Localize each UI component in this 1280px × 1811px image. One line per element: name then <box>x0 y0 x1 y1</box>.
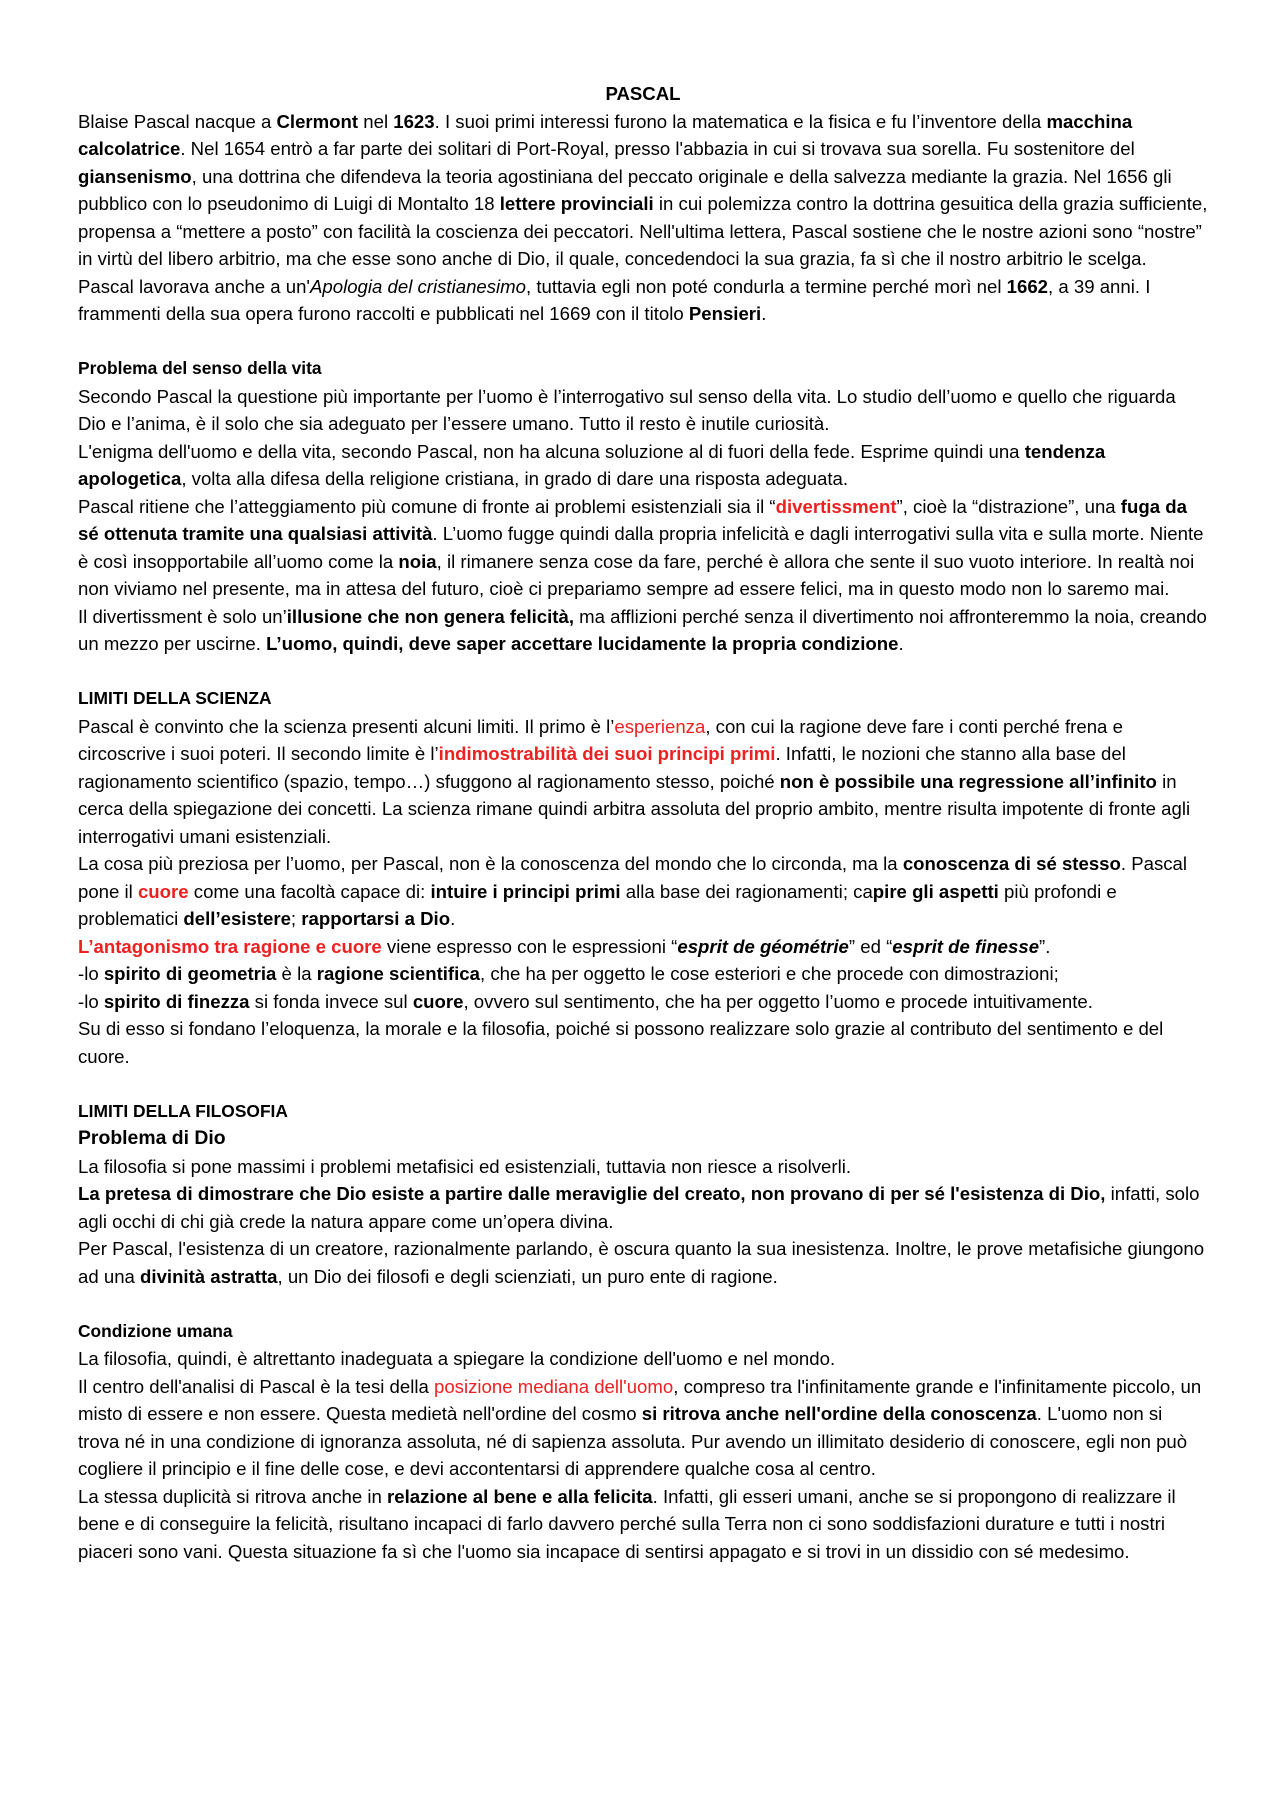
section-heading-senso: Problema del senso della vita <box>78 358 322 378</box>
intro-paragraph-2: Pascal lavorava anche a un'Apologia del cristianesimo, tuttavia egli non poté condurla a termine perché morì nel 1662, a 39 anni. I frammenti della sua opera furono raccolti e pubblicati nel 1669 con il titolo Pensieri. <box>78 275 1151 324</box>
condizione-paragraph-2: Il centro dell'analisi di Pascal è la tesi della posizione mediana dell'uomo, compreso tra l'infinitamente grande e l'infinitamente piccolo, un misto di essere e non essere. Questa medietà nell'ordine del cosmo si ritrova anche nell'ordine della conoscenza. L'uomo non si trova né in una condizione di ignoranza assoluta, né di sapienza assoluta. Pur avendo un illimitato desiderio di conoscere, egli non può cogliere il principio e il fine delle cose, e devi accontentarsi di apprendere qualche cosa al centro. <box>78 1375 1202 1479</box>
senso-paragraph-2: L'enigma dell'uomo e della vita, secondo Pascal, non ha alcuna soluzione al di fuori della fede. Esprime quindi una tendenza apologetica, volta alla difesa della religione cristiana, in grado di dare una risposta adeguata. <box>78 440 1106 489</box>
senso-paragraph-4: Il divertissment è solo un’illusione che non genera felicità, ma afflizioni perché senza il divertimento noi affronteremmo la noia, creando un mezzo per uscirne. L’uomo, quindi, deve saper accettare lucidamente la propria condizione. <box>78 605 1207 654</box>
senso-paragraph-3: Pascal ritiene che l’atteggiamento più comune di fronte ai problemi esistenziali sia il “divertissment”, cioè la “distrazione”, una fuga da sé ottenuta tramite una qualsiasi attività. L’uomo fugge quindi dalla propria infelicità e dagli interrogativi sulla vita e sulla morte. Niente è così insopportabile all’uomo come la noia, il rimanere senza cose da fare, perché è allora che sente il suo vuoto interiore. In realtà noi non viviamo nel presente, ma in attesa del futuro, cioè ci prepariamo sempre ad essere felici, ma in questo modo non lo saremo mai. <box>78 495 1204 599</box>
section-heading-scienza: LIMITI DELLA SCIENZA <box>78 688 272 708</box>
spacer <box>78 1290 1208 1318</box>
scienza-paragraph-3: L’antagonismo tra ragione e cuore viene espresso con le espressioni “esprit de géométrie” ed “esprit de finesse”. <box>78 935 1051 957</box>
section-heading-condizione: Condizione umana <box>78 1320 233 1341</box>
filosofia-paragraph-1: La filosofia si pone massimi i problemi metafisici ed esistenziali, tuttavia non riesce a risolverli. <box>78 1155 851 1177</box>
scienza-paragraph-1: Pascal è convinto che la scienza presenti alcuni limiti. Il primo è l’esperienza, con cui la ragione deve fare i conti perché frena e circoscrive i suoi poteri. Il secondo limite è l’indimostrabilità dei suoi principi primi. Infatti, le nozioni che stanno alla base del ragionamento scientifico (spazio, tempo…) sfuggono al ragionamento stesso, poiché non è possibile una regressione all’infinito in cerca della spiegazione dei concetti. La scienza rimane quindi arbitra assoluta del proprio ambito, mentre risulta impotente di fronte agli interrogativi umani esistenziali. <box>78 715 1191 847</box>
filosofia-paragraph-2: La pretesa di dimostrare che Dio esiste a partire dalle meraviglie del creato, non provano di per sé l'esistenza di Dio, infatti, solo agli occhi di chi già crede la natura appare come un’opera divina. <box>78 1183 1200 1232</box>
condizione-paragraph-1: La filosofia, quindi, è altrettanto inadeguata a spiegare la condizione dell'uomo e nel mondo. <box>78 1348 836 1369</box>
spacer <box>78 1070 1208 1098</box>
scienza-paragraph-6: Su di esso si fondano l’eloquenza, la morale e la filosofia, poiché si possono realizzare solo grazie al contributo del sentimento e del cuore. <box>78 1018 1164 1067</box>
filosofia-paragraph-3: Per Pascal, l'esistenza di un creatore, razionalmente parlando, è oscura quanto la sua inesistenza. Inoltre, le prove metafisiche giungono ad una divinità astratta, un Dio dei filosofi e degli scienziati, un puro ente di ragione. <box>78 1238 1205 1287</box>
scienza-paragraph-4: -lo spirito di geometria è la ragione scientifica, che ha per oggetto le cose esteriori e che procede con dimostrazioni; <box>78 963 1059 984</box>
intro-paragraph-1: Blaise Pascal nacque a Clermont nel 1623. I suoi primi interessi furono la matematica e la fisica e fu l’inventore della macchina calcolatrice. Nel 1654 entrò a far parte dei solitari di Port-Royal, presso l'abbazia in cui si trovava sua sorella. Fu sostenitore del giansenismo, una dottrina che difendeva la teoria agostiniana del peccato originale e della salvezza mediante la grazia. Nel 1656 gli pubblico con lo pseudonimo di Luigi di Montalto 18 lettere provinciali in cui polemizza contro la dottrina gesuitica della grazia sufficiente, propensa a “mettere a posto” con facilità la coscienza dei peccatori. Nell'ultima lettera, Pascal sostiene che le nostre azioni sono “nostre” in virtù del libero arbitrio, ma che esse sono anche di Dio, il quale, concedendoci la sua grazia, fa sì che il nostro arbitrio le scelga. <box>78 110 1208 269</box>
scienza-paragraph-5: -lo spirito di finezza si fonda invece sul cuore, ovvero sul sentimento, che ha per oggetto l’uomo e procede intuitivamente. <box>78 990 1093 1012</box>
condizione-paragraph-3: La stessa duplicità si ritrova anche in relazione al bene e alla felicita. Infatti, gli esseri umani, anche se si propongono di realizzare il bene e di conseguire la felicità, risultano incapaci di farlo davvero perché sulla Terra non ci sono soddisfazioni durature e tutti i nostri piaceri sono vani. Questa situazione fa sì che l'uomo sia incapace di sentirsi appagato e si trovi in un dissidio con sé medesimo. <box>78 1485 1176 1562</box>
spacer <box>78 658 1208 686</box>
spacer <box>78 328 1208 356</box>
section-heading-filosofia: LIMITI DELLA FILOSOFIA <box>78 1100 288 1121</box>
senso-paragraph-1: Secondo Pascal la questione più importante per l’uomo è l’interrogativo sul senso della vita. Lo studio dell’uomo e quello che riguarda Dio e l’anima, è il solo che sia adeguato per l’essere umano. Tutto il resto è inutile curiosità. <box>78 385 1176 434</box>
scienza-paragraph-2: La cosa più preziosa per l’uomo, per Pascal, non è la conoscenza del mondo che lo circonda, ma la conoscenza di sé stesso. Pascal pone il cuore come una facoltà capace di: intuire i principi primi alla base dei ragionamenti; capire gli aspetti più profondi e problematici dell’esistere; rapportarsi a Dio. <box>78 853 1188 929</box>
subheading-problema-di-dio: Problema di Dio <box>78 1127 226 1149</box>
page-title: PASCAL <box>605 83 681 104</box>
